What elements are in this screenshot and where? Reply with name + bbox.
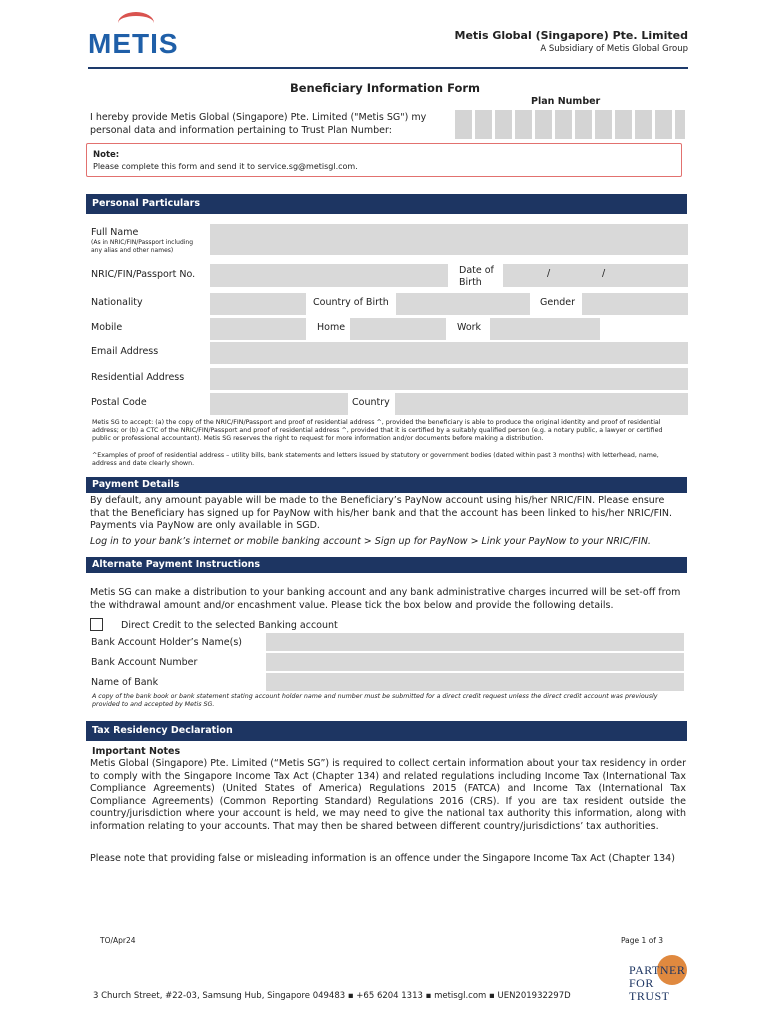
- page-number: Page 1 of 3: [621, 936, 664, 945]
- postal-code-label: Postal Code: [91, 397, 147, 408]
- email-label: Email Address: [91, 346, 159, 357]
- direct-credit-label: Direct Credit to the selected Banking account: [121, 620, 338, 631]
- mobile-label: Mobile: [91, 322, 123, 333]
- account-number-field[interactable]: [266, 653, 684, 671]
- country-of-birth-field[interactable]: [396, 293, 530, 315]
- dob-label: Date of Birth: [459, 265, 494, 288]
- account-holder-field[interactable]: [266, 633, 684, 651]
- address-proof-examples: ^Examples of proof of residential address – utility bills, bank statements and letters issued by statutory or government bodies (dated within past 3 months) with letterhead, name, address and date clearly shown.: [92, 452, 659, 467]
- plan-number-cell[interactable]: [535, 110, 552, 139]
- full-name-field[interactable]: [210, 224, 688, 255]
- residential-address-field[interactable]: [210, 368, 688, 390]
- country-field[interactable]: [395, 393, 688, 415]
- full-name-label: Full Name: [91, 227, 139, 238]
- plan-number-cell[interactable]: [615, 110, 632, 139]
- bank-name-label: Name of Bank: [91, 677, 159, 688]
- residential-address-label: Residential Address: [91, 372, 185, 383]
- section-alternate-payment: Alternate Payment Instructions: [86, 557, 687, 573]
- dob-field[interactable]: [503, 264, 688, 287]
- paynow-instruction: Log in to your bank’s internet or mobile banking account > Sign up for PayNow > Link your PayNow to your NRIC/FIN.: [90, 536, 651, 547]
- plan-number-cell[interactable]: [555, 110, 572, 139]
- section-payment-details: Payment Details: [86, 477, 687, 493]
- partner-word: PARTNER: [629, 963, 686, 977]
- important-notes-heading: Important Notes: [92, 746, 181, 757]
- plan-number-cell[interactable]: [575, 110, 592, 139]
- nric-label: NRIC/FIN/Passport No.: [91, 269, 196, 280]
- form-code: TO/Apr24: [100, 936, 136, 945]
- plan-number-label: Plan Number: [531, 96, 601, 107]
- section-personal-particulars: Personal Particulars: [86, 194, 687, 214]
- dob-separator: /: [602, 268, 606, 279]
- form-title: Beneficiary Information Form: [289, 81, 481, 95]
- mobile-field[interactable]: [210, 318, 306, 340]
- plan-number-cell[interactable]: [595, 110, 612, 139]
- account-holder-label: Bank Account Holder’s Name(s): [91, 637, 243, 648]
- section-tax-residency: Tax Residency Declaration: [86, 721, 687, 741]
- postal-code-field[interactable]: [210, 393, 348, 415]
- email-field[interactable]: [210, 342, 688, 364]
- footer-address: 3 Church Street, #22-03, Samsung Hub, Singapore 049483 ▪ +65 6204 1313 ▪ metisgl.com ▪ UEN201932297D: [93, 991, 571, 1001]
- partner-for-trust-logo: [629, 955, 693, 1003]
- note-text: Please complete this form and send it to service.sg@metisgl.com.: [93, 162, 358, 171]
- for-word: FOR: [629, 976, 654, 990]
- company-name: Metis Global (Singapore) Pte. Limited: [454, 29, 688, 42]
- id-disclaimer: Metis SG to accept: (a) the copy of the NRIC/FIN/Passport and proof of residential address ^, provided the beneficiary is able to produce the original identity and proof of residential address; or (b) a CTC of the NRIC/FIN/Passport and proof of residential address ^, provided that it is certified by a suitably qualified person (e.g. a notary public, a lawyer or certified public or professional accountant). Metis SG reserves the right to request for more information and/or documents before making a distribution.: [92, 419, 663, 442]
- plan-number-cell[interactable]: [455, 110, 472, 139]
- gender-label: Gender: [540, 297, 576, 308]
- plan-number-cell[interactable]: [675, 110, 685, 139]
- note-title: Note:: [93, 150, 120, 160]
- home-field[interactable]: [350, 318, 446, 340]
- direct-credit-checkbox[interactable]: [90, 618, 103, 631]
- home-label: Home: [317, 322, 346, 333]
- bank-footnote: A copy of the bank book or bank statement stating account holder name and number must be submitted for a direct credit request unless the direct credit account was previously provided to and accepted by Metis SG.: [92, 693, 658, 708]
- nric-field[interactable]: [210, 264, 448, 287]
- country-of-birth-label: Country of Birth: [313, 297, 389, 308]
- plan-number-cell[interactable]: [495, 110, 512, 139]
- account-number-label: Bank Account Number: [91, 657, 198, 668]
- tax-notes-text: Metis Global (Singapore) Pte. Limited (“Metis SG”) is required to collect certain information about your tax residency in order to comply with the Singapore Income Tax Act (Chapter 134) and related regulations including Income Tax (International Tax Compliance Agreements) (United States of America) Regulations 2015 (FATCA) and Income Tax (International Tax Compliance Agreements) (Common Reporting Standard) Regulations 2016 (CRS). If you are tax resident outside the country/jurisdiction where your account is held, we may need to give the national tax authority this information, along with information relating to your accounts. That may then be shared between different country/jurisdictions’ tax authorities.: [90, 758, 686, 832]
- alternate-text: Metis SG can make a distribution to your banking account and any bank administrative charges incurred will be set-off from the withdrawal amount and/or encashment value. Please tick the box below and provide the following details.: [90, 587, 681, 611]
- dob-separator: /: [547, 268, 551, 279]
- trust-word: TRUST: [629, 989, 670, 1003]
- bank-name-field[interactable]: [266, 673, 684, 691]
- work-field[interactable]: [490, 318, 600, 340]
- note-box: [86, 143, 682, 177]
- plan-number-cell[interactable]: [515, 110, 532, 139]
- tax-warning: Please note that providing false or misleading information is an offence under the Singapore Income Tax Act (Chapter 134): [90, 853, 675, 864]
- payment-text: By default, any amount payable will be made to the Beneficiary’s PayNow account using his/her NRIC/FIN. Please ensure that the Beneficiary has signed up for PayNow with his/her bank and that the account has been linked to his/her NRIC/FIN. Payments via PayNow are only available in SGD.: [90, 495, 672, 531]
- plan-number-cell[interactable]: [655, 110, 672, 139]
- header-divider: [88, 67, 688, 69]
- nationality-field[interactable]: [210, 293, 306, 315]
- full-name-hint: (As in NRIC/FIN/Passport including any alias and other names): [91, 239, 194, 254]
- metis-logo: [88, 12, 184, 60]
- plan-number-cell[interactable]: [635, 110, 652, 139]
- logo-text: METIS: [88, 28, 179, 59]
- intro-text: I hereby provide Metis Global (Singapore) Pte. Limited ("Metis SG") my personal data and information pertaining to Trust Plan Number:: [90, 112, 427, 136]
- country-label: Country: [352, 397, 390, 408]
- nationality-label: Nationality: [91, 297, 143, 308]
- gender-field[interactable]: [582, 293, 688, 315]
- plan-number-cell[interactable]: [475, 110, 492, 139]
- company-subsidiary: A Subsidiary of Metis Global Group: [540, 44, 688, 54]
- work-label: Work: [457, 322, 482, 333]
